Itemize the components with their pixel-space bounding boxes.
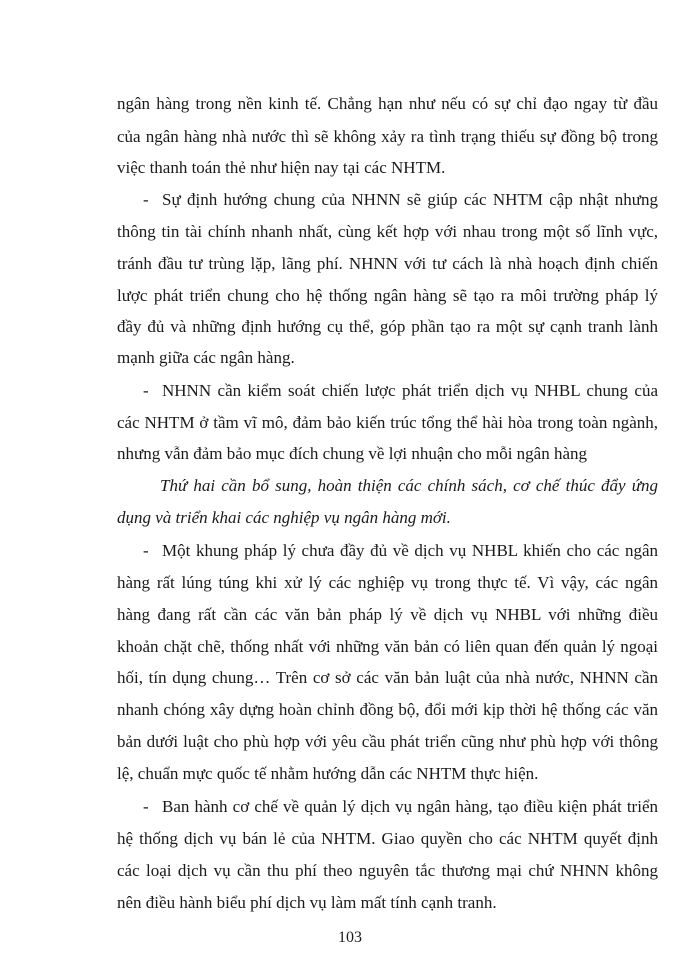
paragraph-1-line: của ngân hàng nhà nước thì sẽ không xảy ra tình trạng thiếu sự đồng bộ trong <box>117 127 658 146</box>
page-number: 103 <box>338 929 362 946</box>
bullet-2-line: nhưng vẫn đảm bảo mục đích chung về lợi nhuận cho mỗi ngân hàng <box>117 444 588 463</box>
bullet-3-line: hàng rất lúng túng khi xử lý các nghiệp vụ trong thực tế. Vì vậy, các ngân <box>117 573 658 592</box>
bullet-dash: - <box>143 190 149 209</box>
bullet-1-line: mạnh giữa các ngân hàng. <box>117 348 295 367</box>
bullet-3-line: hàng đang rất cần các văn bản pháp lý về dịch vụ NHBL với những điều <box>117 605 658 624</box>
bullet-dash: - <box>143 541 149 560</box>
bullet-3-line: bản dưới luật cho phù hợp với yêu cầu phát triển cũng như phù hợp với thông <box>117 732 658 751</box>
bullet-1-line: lược phát triển chung cho hệ thống ngân hàng sẽ tạo ra môi trường pháp lý <box>117 286 658 305</box>
bullet-1-line: đầy đủ và những định hướng cụ thể, góp phần tạo ra một sự cạnh tranh lành <box>117 317 658 336</box>
bullet-4-line: các loại dịch vụ cần thu phí theo nguyên tắc thương mại chứ NHNN không <box>117 861 658 880</box>
bullet-3-line: lệ, chuẩn mực quốc tế nhằm hướng dẫn các NHTM thực hiện. <box>117 764 539 783</box>
bullet-dash: - <box>143 381 149 400</box>
bullet-4-line: hệ thống dịch vụ bán lẻ của NHTM. Giao quyền cho các NHTM quyết định <box>117 829 658 848</box>
bullet-3-line: khoản chặt chẽ, thống nhất với những văn bản có liên quan đến quản lý ngoại <box>117 637 658 656</box>
italic-heading-line: Thứ hai cần bổ sung, hoàn thiện các chính sách, cơ chế thúc đẩy ứng <box>160 476 658 495</box>
bullet-4-line: Ban hành cơ chế về quản lý dịch vụ ngân hàng, tạo điều kiện phát triển <box>162 797 658 816</box>
paragraph-1-line: việc thanh toán thẻ như hiện nay tại các NHTM. <box>117 158 446 177</box>
bullet-1-line: tránh đầu tư trùng lặp, lãng phí. NHNN với tư cách là nhà hoạch định chiến <box>117 254 658 273</box>
italic-heading-line: dụng và triển khai các nghiệp vụ ngân hàng mới. <box>117 508 451 527</box>
bullet-3-line: nhanh chóng xây dựng hoàn chỉnh đồng bộ, đổi mới kịp thời hệ thống các văn <box>117 700 658 719</box>
bullet-dash: - <box>143 797 149 816</box>
bullet-4-line: nên điều hành biểu phí dịch vụ làm mất tính cạnh tranh. <box>117 893 497 912</box>
paragraph-1-line: ngân hàng trong nền kinh tế. Chẳng hạn như nếu có sự chỉ đạo ngay từ đầu <box>117 94 658 113</box>
bullet-3-line: Một khung pháp lý chưa đầy đủ về dịch vụ NHBL khiến cho các ngân <box>162 541 658 560</box>
bullet-3-line: hối, tín dụng chung… Trên cơ sở các văn bản luật của nhà nước, NHNN cần <box>117 668 658 687</box>
bullet-2-line: các NHTM ở tầm vĩ mô, đảm bảo kiến trúc tổng thể hài hòa trong toàn ngành, <box>117 413 658 432</box>
bullet-2-line: NHNN cần kiểm soát chiến lược phát triển dịch vụ NHBL chung của <box>162 381 658 400</box>
bullet-1-line: thông tin tài chính nhanh nhất, cùng kết hợp với nhau trong một số lĩnh vực, <box>117 222 658 241</box>
bullet-1-line: Sự định hướng chung của NHNN sẽ giúp các NHTM cập nhật nhưng <box>162 190 658 209</box>
